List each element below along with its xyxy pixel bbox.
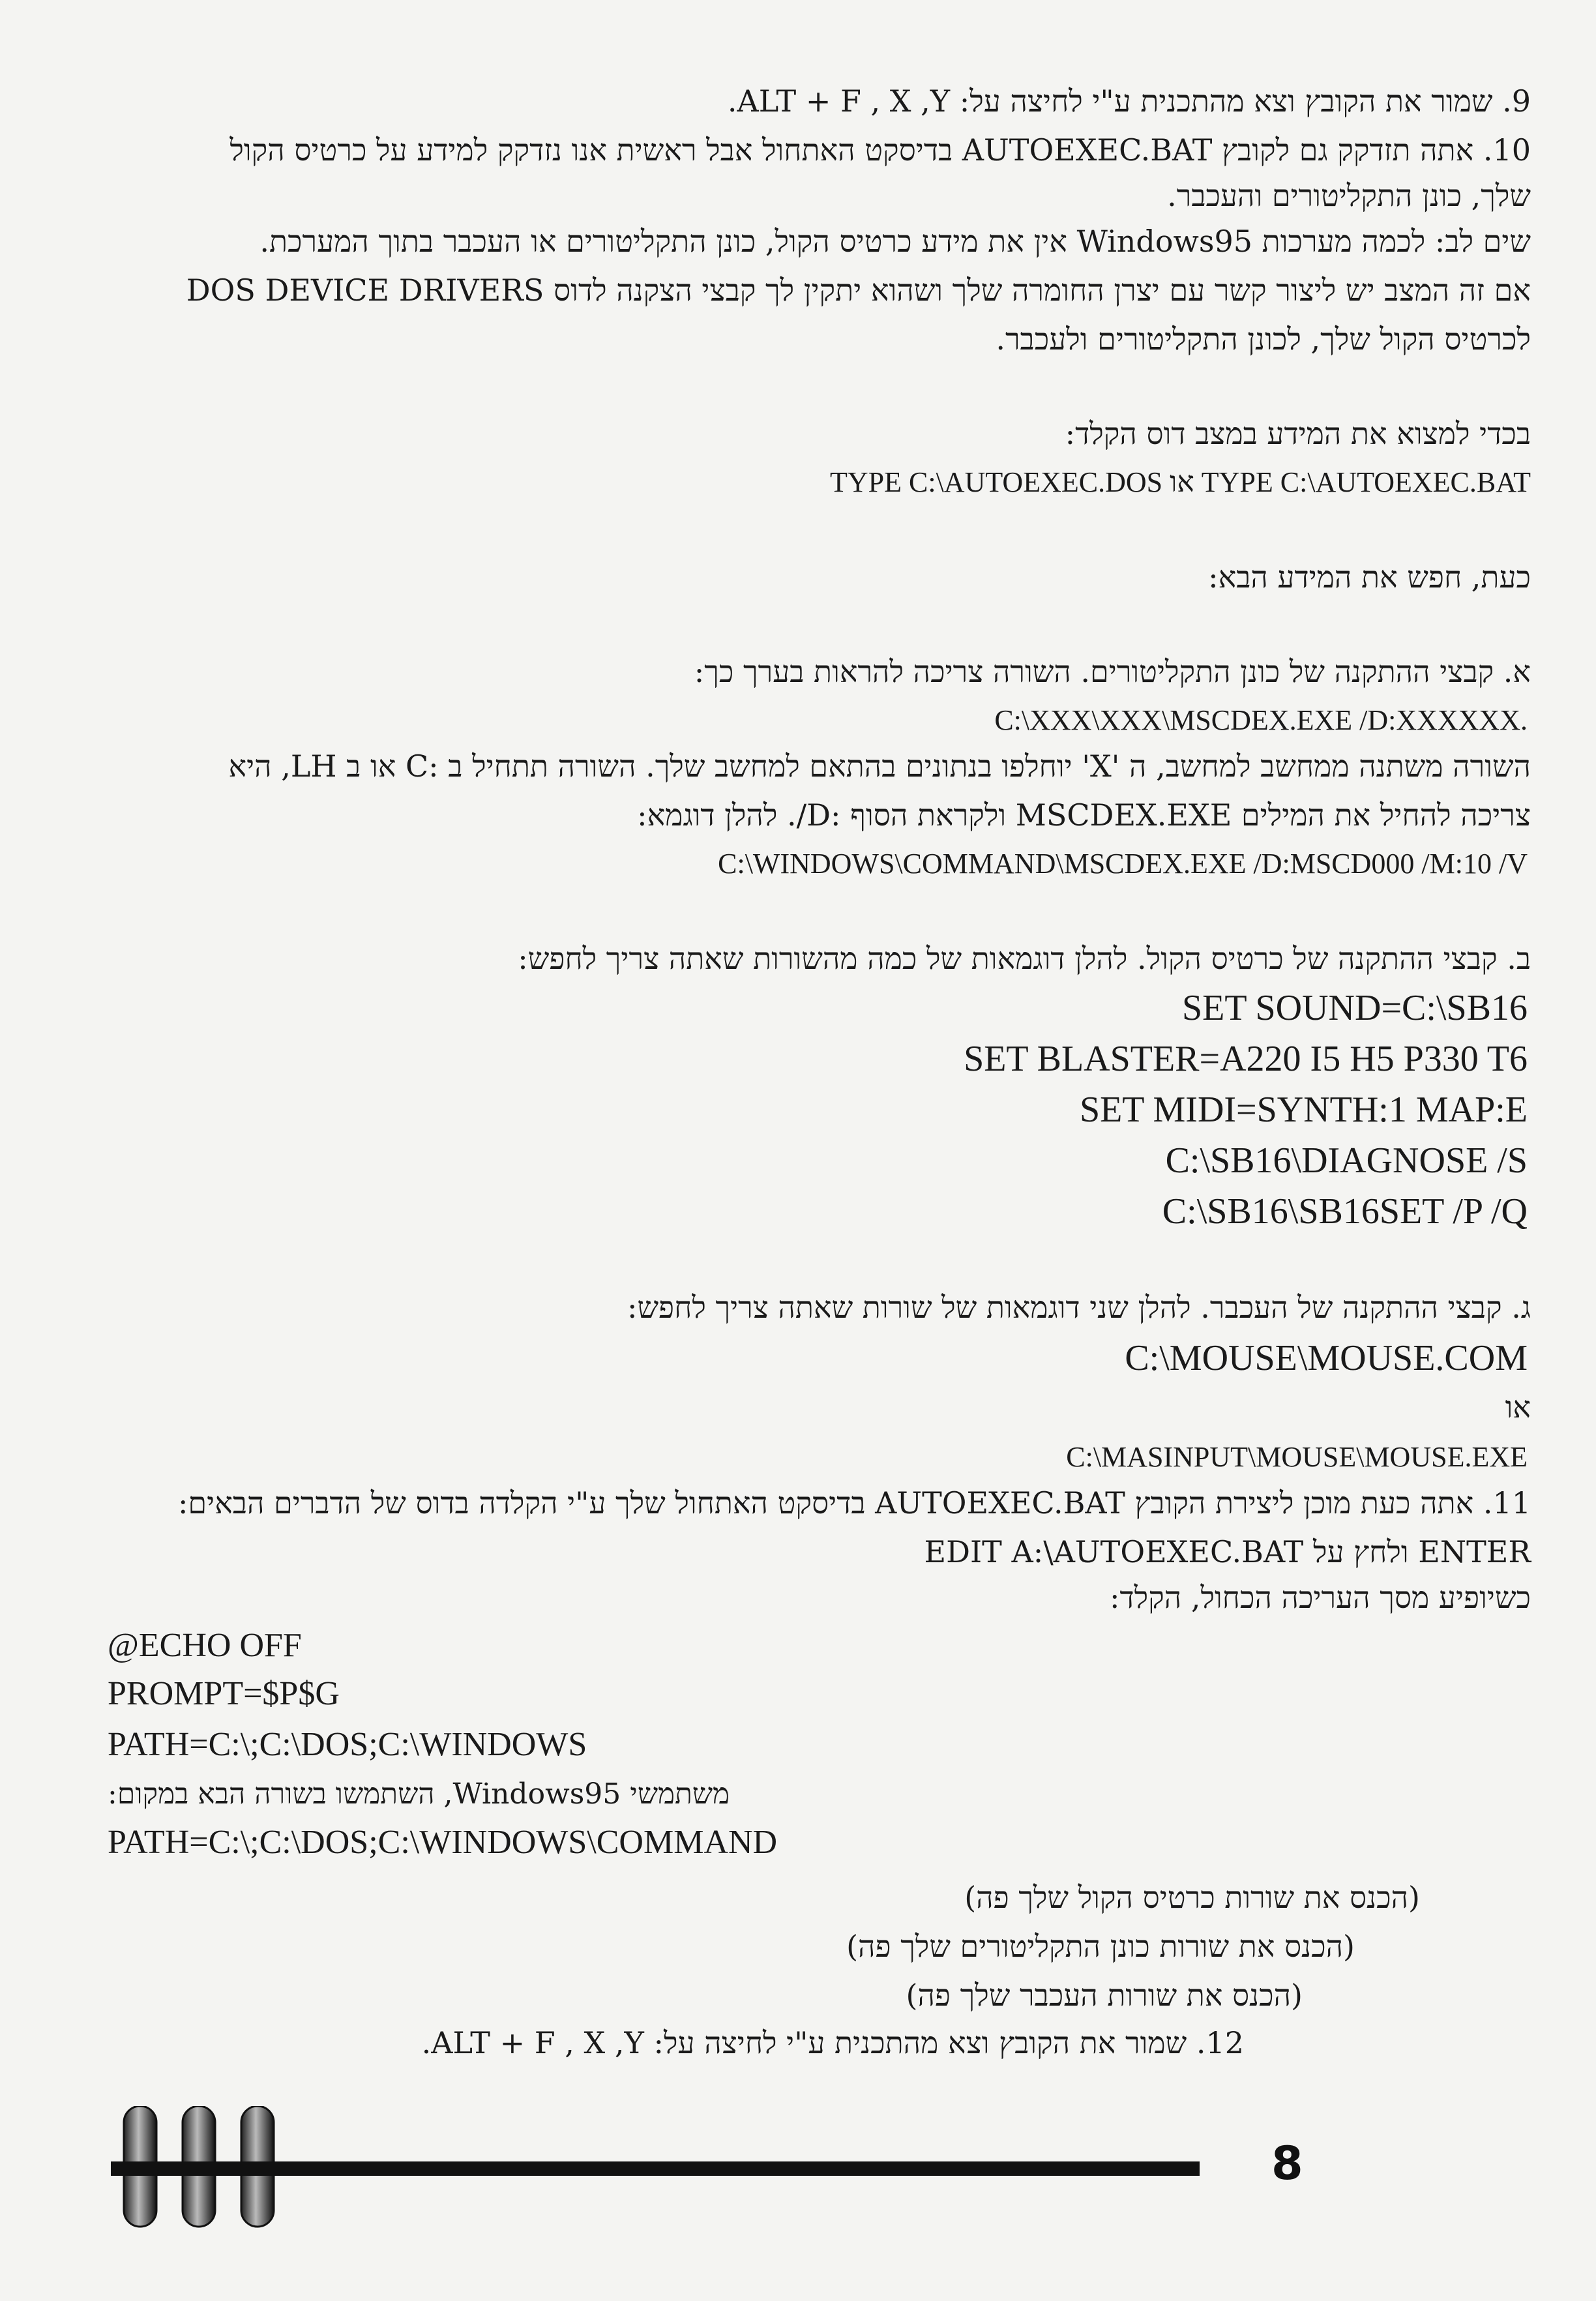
insert-sound-lines: (הכנס את שורות כרטיס הקול שלך פה) bbox=[964, 1880, 1420, 1915]
note-line-2: אם זה המצב יש ליצור קשר עם יצרן החומרה שלך ושהוא יתקין לך קבצי הצקנה לדוס DOS DEVICE DRIVERS bbox=[186, 273, 1531, 308]
blue-screen-instruction: כשיופיע מסך העריכה הכחול, הקלד: bbox=[1110, 1580, 1531, 1615]
autoexec-path-win95: PATH=C:\;C:\DOS;C:\WINDOWS\COMMAND bbox=[108, 1824, 778, 1861]
sound-line-4: C:\SB16\DIAGNOSE /S bbox=[1165, 1140, 1528, 1181]
note-line-3: לכרטיס הקול שלך, לכונן התקליטורים ולעכבר. bbox=[996, 321, 1531, 357]
autoexec-prompt: PROMPT=$P$G bbox=[108, 1675, 340, 1712]
mouse-com-line: C:\MOUSE\MOUSE.COM bbox=[1125, 1338, 1528, 1378]
sound-line-1: SET SOUND=C:\SB16 bbox=[1181, 988, 1528, 1028]
page-number: 8 bbox=[1271, 2137, 1303, 2190]
mouse-exe-line: C:\MASINPUT\MOUSE\MOUSE.EXE bbox=[1066, 1441, 1528, 1473]
or-text: או bbox=[1505, 1389, 1531, 1425]
step-9: 9. שמור את הקובץ וצא מהתכנית ע"י לחיצה על: ALT + F , X ,Y. bbox=[727, 83, 1531, 119]
section-a-title: א. קבצי ההתקנה של כונן התקליטורים. השורה צריכה להראות בערך כך: bbox=[694, 654, 1531, 689]
sound-line-2: SET BLASTER=A220 I5 H5 P330 T6 bbox=[964, 1039, 1528, 1079]
autoexec-echo: @ECHO OFF bbox=[108, 1627, 302, 1664]
type-command: TYPE C:\AUTOEXEC.DOS או TYPE C:\AUTOEXEC.BAT bbox=[830, 466, 1531, 498]
sound-line-3: SET MIDI=SYNTH:1 MAP:E bbox=[1079, 1090, 1528, 1130]
step-10-line-1: 10. אתה תזדקק גם לקובץ AUTOEXEC.BAT בדיסקט האתחול אבל ראשית אנו נזדקק למידע על כרטיס הקול bbox=[229, 132, 1531, 168]
win95-note: משתמשי Windows95, השתמשו בשורה הבא במקום: bbox=[108, 1777, 730, 1811]
section-c-title: ג. קבצי ההתקנה של העכבר. להלן שני דוגמאות של שורות שאתה צריך לחפש: bbox=[627, 1290, 1531, 1325]
step-11: 11. אתה כעת מוכן ליצירת הקובץ AUTOEXEC.BAT בדיסקט האתחול שלך ע"י הקלדה בדוס של הדברים הבאים: bbox=[177, 1485, 1531, 1521]
note-line-1: שים לב: לכמה מערכות Windows95 אין את מידע כרטיס הקול, כונן התקליטורים או העכבר בתוך המערכת. bbox=[259, 224, 1531, 259]
footer-rule bbox=[111, 2161, 1200, 2176]
edit-command: EDIT A:\AUTOEXEC.BAT ולחץ על ENTER bbox=[924, 1534, 1531, 1569]
step-10-line-2: שלך, כונן התקליטורים והעכבר. bbox=[1167, 178, 1531, 213]
section-b-title: ב. קבצי ההתקנה של כרטיס הקול. להלן דוגמאות של כמה מהשורות שאתה צריך לחפש: bbox=[518, 941, 1531, 976]
autoexec-path: PATH=C:\;C:\DOS;C:\WINDOWS bbox=[108, 1726, 587, 1763]
sound-line-5: C:\SB16\SB16SET /P /Q bbox=[1162, 1191, 1528, 1232]
insert-mouse-lines: (הכנס את שורות העכבר שלך פה) bbox=[906, 1978, 1303, 2013]
mscdex-example: C:\WINDOWS\COMMAND\MSCDEX.EXE /D:MSCD000 /M:10 /V bbox=[718, 848, 1528, 880]
mscdex-template: C:\XXX\XXX\MSCDEX.EXE /D:XXXXXX. bbox=[994, 704, 1528, 736]
step-12: 12. שמור את הקובץ וצא מהתכנית ע"י לחיצה על: ALT + F , X ,Y. bbox=[421, 2025, 1244, 2060]
section-a-desc-2: צריכה להחיל את המילים MSCDEX.EXE ולקראת הסוף :D/. להלן דוגמא: bbox=[637, 797, 1531, 833]
section-a-desc-1: השורה משתנה ממחשב למחשב, ה 'X' יוחלפו בנתונים בהתאם למחשב שלך. השורה תתחיל ב :C או ב LH, היא bbox=[228, 749, 1531, 784]
dos-find-instruction: בכדי למצוא את המידע במצב דוס הקלד: bbox=[1065, 416, 1531, 451]
insert-cdrom-lines: (הכנס את שורות כונן התקליטורים שלך פה) bbox=[846, 1929, 1355, 1964]
search-info-heading: כעת, חפש את המידע הבא: bbox=[1208, 559, 1531, 595]
